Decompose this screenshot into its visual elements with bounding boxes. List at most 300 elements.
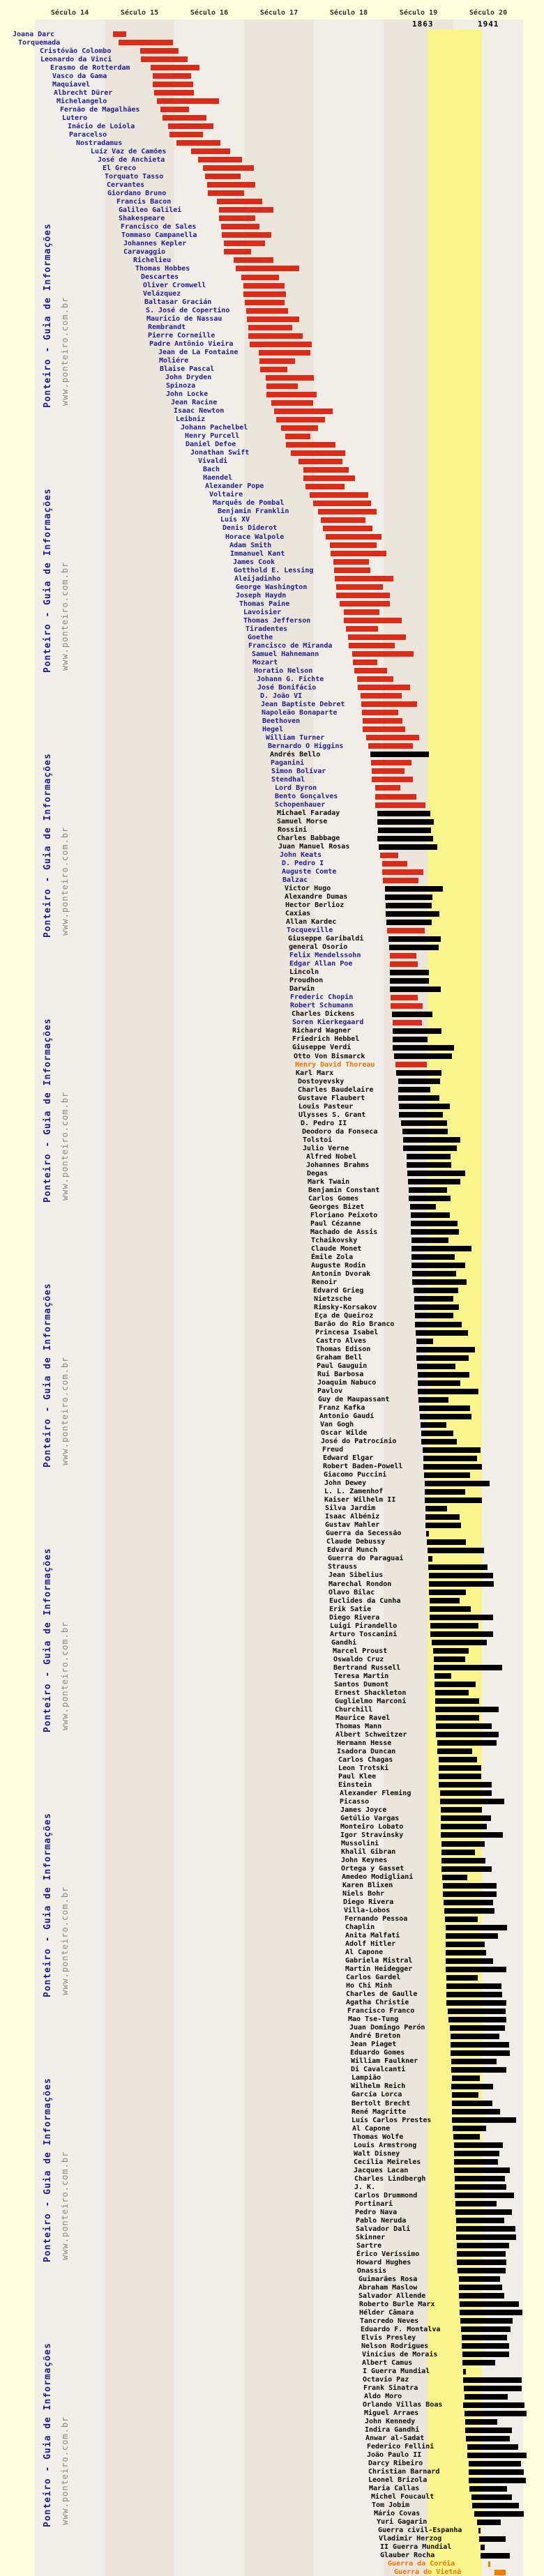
lifespan-bar bbox=[451, 2067, 506, 2073]
lifespan-bar bbox=[318, 509, 377, 515]
lifespan-bar bbox=[141, 56, 188, 62]
person-name: Horace Walpole bbox=[225, 533, 285, 541]
person-name: Luís Carlos Prestes bbox=[352, 2116, 432, 2124]
lifespan-bar bbox=[474, 2511, 524, 2517]
person-name: Allan Kardec bbox=[286, 918, 337, 927]
lifespan-bar bbox=[140, 48, 179, 54]
lifespan-bar bbox=[411, 1212, 450, 1218]
lifespan-bar bbox=[467, 2444, 518, 2450]
lifespan-bar bbox=[428, 1564, 488, 1570]
person-name: I Guerra Mundial bbox=[363, 2368, 430, 2375]
person-name: Louis Armstrong bbox=[354, 2141, 417, 2149]
lifespan-bar bbox=[390, 970, 429, 975]
person-name: Olavo Bilac bbox=[328, 1588, 375, 1596]
lifespan-bar bbox=[488, 2561, 490, 2567]
person-name: William Turner bbox=[266, 733, 325, 742]
lifespan-bar bbox=[330, 542, 377, 548]
watermark-title: Ponteiro - Guia de Informações bbox=[43, 2078, 53, 2262]
lifespan-bar bbox=[354, 668, 387, 673]
lifespan-bar bbox=[411, 1263, 465, 1268]
lifespan-bar bbox=[430, 1631, 493, 1637]
person-name: Agatha Christie bbox=[346, 1999, 409, 2007]
lifespan-bar bbox=[358, 685, 410, 690]
person-name: Amedeo Modigliani bbox=[342, 1873, 414, 1881]
lifespan-bar bbox=[336, 584, 383, 590]
person-name: Onassis bbox=[357, 2266, 387, 2275]
lifespan-bar bbox=[462, 2335, 507, 2340]
watermark-title: Ponteiro - Guia de Informações bbox=[43, 753, 53, 938]
person-name: Guerra do Vietnã bbox=[394, 2568, 462, 2576]
lifespan-bar bbox=[380, 853, 398, 858]
person-name: Oswaldo Cruz bbox=[333, 1655, 384, 1663]
person-name: Marquês de Pombal bbox=[213, 499, 285, 508]
person-name: Louis Pasteur bbox=[299, 1102, 354, 1111]
lifespan-bar bbox=[457, 2243, 509, 2248]
person-name: Lutero bbox=[62, 114, 88, 122]
person-name: Howard Hughes bbox=[356, 2258, 411, 2266]
person-name: Freud bbox=[322, 1446, 344, 1454]
person-name: Di Cavalcanti bbox=[351, 2066, 406, 2074]
person-name: Victor Hugo bbox=[285, 885, 331, 893]
lifespan-bar bbox=[446, 1967, 506, 1972]
lifespan-bar bbox=[382, 869, 423, 875]
person-name: Maquiavel bbox=[52, 80, 91, 89]
person-name: Picasso bbox=[340, 1797, 370, 1806]
person-name: Getúlio Vargas bbox=[340, 1814, 400, 1822]
person-name: Francisco Franco bbox=[347, 2007, 415, 2015]
person-name: Yuri Gagarin bbox=[377, 2518, 428, 2527]
lifespan-bar bbox=[409, 1187, 447, 1193]
person-name: J. K. bbox=[354, 2183, 376, 2191]
century-band-15 bbox=[105, 20, 174, 2576]
century-label-19: Século 19 bbox=[399, 9, 438, 17]
lifespan-bar bbox=[448, 2009, 506, 2014]
person-name: Robert Baden-Powell bbox=[323, 1463, 403, 1471]
person-name: Vasco da Gama bbox=[52, 72, 107, 80]
person-name: Euclides da Cunha bbox=[329, 1596, 401, 1605]
lifespan-bar bbox=[402, 1129, 448, 1134]
person-name: Lampião bbox=[352, 2074, 381, 2082]
person-name: Pavlov bbox=[317, 1387, 343, 1396]
century-label-18: Século 18 bbox=[329, 9, 368, 17]
lifespan-bar bbox=[313, 501, 371, 506]
person-name: Maurice Ravel bbox=[335, 1714, 391, 1722]
person-name: Daniel Defoe bbox=[186, 441, 236, 449]
person-name: Leibniz bbox=[176, 416, 206, 424]
person-name: Charles Babbage bbox=[277, 834, 340, 842]
lifespan-bar bbox=[387, 928, 425, 933]
lifespan-bar bbox=[411, 1237, 448, 1243]
person-name: Charles Baudelaire bbox=[298, 1085, 374, 1094]
lifespan-bar bbox=[379, 844, 437, 850]
lifespan-bar bbox=[454, 2151, 499, 2156]
person-name: Degas bbox=[307, 1169, 328, 1178]
lifespan-bar bbox=[191, 148, 230, 154]
person-name: Hermann Hesse bbox=[337, 1739, 392, 1747]
person-name: Edgar Allan Poe bbox=[289, 960, 353, 968]
person-name: Isaac Albéniz bbox=[325, 1513, 380, 1521]
person-name: D. João VI bbox=[260, 692, 303, 700]
person-name: Joaquim Nabuco bbox=[317, 1379, 377, 1387]
person-name: Jean de La Fontaine bbox=[158, 349, 239, 357]
watermark-title: Ponteiro - Guia de Informações bbox=[43, 2342, 53, 2527]
person-name: Frederic Chopin bbox=[290, 993, 354, 1002]
person-name: Machado de Assis bbox=[310, 1228, 378, 1236]
lifespan-bar bbox=[423, 1447, 481, 1453]
person-name: Carlos Drummond bbox=[354, 2191, 418, 2200]
person-name: Ortega y Gasset bbox=[341, 1865, 405, 1873]
person-name: Guglielmo Marconi bbox=[335, 1697, 407, 1705]
lifespan-bar bbox=[452, 2101, 492, 2106]
person-name: Samuel Hahnemann bbox=[252, 650, 319, 658]
watermark-title: Ponteiro - Guia de Informações bbox=[43, 488, 53, 673]
lifespan-bar bbox=[168, 123, 213, 129]
lifespan-bar bbox=[441, 1858, 485, 1864]
person-name: Salvador Dali bbox=[356, 2225, 411, 2233]
watermark-url: www.ponteiro.com.br bbox=[60, 1356, 70, 1465]
lifespan-bar bbox=[250, 342, 312, 347]
lifespan-bar bbox=[455, 2176, 505, 2181]
person-name: Octavio Paz bbox=[363, 2376, 409, 2384]
lifespan-bar bbox=[344, 609, 379, 615]
person-name: William Faulkner bbox=[351, 2057, 418, 2066]
lifespan-bar bbox=[349, 643, 395, 648]
highlight-start-year-label: 1863 bbox=[412, 20, 434, 29]
person-name: El Greco bbox=[103, 164, 137, 172]
lifespan-bar bbox=[370, 752, 429, 757]
lifespan-bar bbox=[440, 1799, 504, 1804]
lifespan-bar bbox=[153, 82, 193, 87]
lifespan-bar bbox=[395, 1062, 427, 1067]
person-name: Charles de Gaulle bbox=[346, 1990, 418, 1999]
lifespan-bar bbox=[425, 1489, 465, 1495]
lifespan-bar bbox=[151, 65, 199, 70]
person-name: Vinícius de Morais bbox=[362, 2350, 438, 2358]
lifespan-bar bbox=[446, 1925, 507, 1930]
lifespan-bar bbox=[246, 308, 288, 314]
person-name: Gustave Flaubert bbox=[298, 1094, 365, 1102]
person-name: Carlos Gardel bbox=[346, 1974, 401, 1982]
person-name: Ulysses S. Grant bbox=[299, 1111, 366, 1119]
lifespan-bar bbox=[435, 1682, 476, 1687]
person-name: Al Capone bbox=[352, 2124, 391, 2133]
person-name: Diego Rivera bbox=[329, 1613, 380, 1622]
person-name: Villa-Lobos bbox=[344, 1907, 391, 1915]
person-name: Monteiro Lobato bbox=[340, 1822, 404, 1831]
lifespan-bar bbox=[469, 2461, 521, 2467]
lifespan-bar bbox=[157, 98, 219, 104]
person-name: Arturo Toscanini bbox=[330, 1630, 398, 1638]
lifespan-bar bbox=[219, 215, 255, 221]
person-name: Maria Callas bbox=[369, 2485, 420, 2493]
person-name: Floriano Peixoto bbox=[310, 1211, 378, 1219]
person-name: Churchill bbox=[335, 1705, 373, 1714]
lifespan-bar bbox=[119, 40, 173, 45]
lifespan-bar bbox=[439, 1774, 481, 1779]
person-name: Van Gogh bbox=[320, 1421, 354, 1429]
person-name: Vivaldi bbox=[198, 457, 228, 466]
lifespan-bar bbox=[441, 1850, 475, 1855]
lifespan-bar bbox=[398, 1095, 439, 1101]
century-label-15: Século 15 bbox=[120, 9, 159, 17]
person-name: Tocqueville bbox=[287, 927, 333, 935]
lifespan-bar bbox=[457, 2251, 506, 2257]
lifespan-bar bbox=[451, 2034, 499, 2039]
person-name: Leonardo da Vinci bbox=[40, 55, 112, 63]
lifespan-bar bbox=[224, 241, 265, 246]
watermark-url: www.ponteiro.com.br bbox=[60, 1621, 70, 1730]
lifespan-bar bbox=[248, 333, 303, 339]
lifespan-bar bbox=[446, 1942, 485, 1947]
lifespan-bar bbox=[436, 1732, 499, 1737]
person-name: Luíz Vaz de Camões bbox=[91, 147, 167, 155]
person-name: Bach bbox=[203, 466, 220, 474]
person-name: Chaplin bbox=[345, 1923, 375, 1932]
person-name: Michel Foucault bbox=[371, 2493, 435, 2501]
person-name: Edvard Munch bbox=[327, 1546, 378, 1555]
lifespan-bar bbox=[363, 726, 405, 732]
person-name: Oliver Cromwell bbox=[143, 282, 206, 289]
person-name: Richard Wagner bbox=[292, 1027, 352, 1035]
lifespan-bar bbox=[479, 2536, 506, 2542]
lifespan-bar bbox=[439, 1765, 481, 1771]
person-name: general Osorio bbox=[289, 943, 348, 952]
person-name: Thomas Wolfe bbox=[353, 2133, 404, 2141]
person-name: García Lorca bbox=[352, 2091, 402, 2099]
person-name: Guerra do Paraguai bbox=[328, 1555, 404, 1563]
person-name: Darcy Ribeiro bbox=[368, 2460, 423, 2468]
person-name: Torquato Tasso bbox=[105, 172, 164, 181]
person-name: Antonin Dvorak bbox=[312, 1270, 371, 1278]
lifespan-bar bbox=[454, 2142, 503, 2148]
lifespan-bar bbox=[448, 2017, 506, 2022]
lifespan-bar bbox=[403, 1137, 460, 1143]
lifespan-bar bbox=[388, 936, 441, 942]
person-name: Claude Debussy bbox=[326, 1538, 386, 1546]
person-name: Bertrand Russell bbox=[333, 1663, 401, 1672]
person-name: Glauber Rocha bbox=[380, 2552, 435, 2560]
lifespan-bar bbox=[401, 1120, 447, 1126]
watermark-url: www.ponteiro.com.br bbox=[60, 2151, 70, 2260]
person-name: Edvard Grieg bbox=[313, 1286, 364, 1295]
person-name: Lincoln bbox=[289, 968, 319, 977]
person-name: Jean Sibelius bbox=[328, 1571, 384, 1580]
lifespan-bar bbox=[433, 1648, 469, 1654]
lifespan-bar bbox=[393, 1028, 441, 1034]
lifespan-bar bbox=[459, 2285, 502, 2290]
person-name: Thomas Edison bbox=[316, 1346, 371, 1353]
person-name: Aleijadinho bbox=[234, 574, 281, 583]
person-name: Felix Mendelssohn bbox=[289, 952, 361, 960]
century-label-14: Século 14 bbox=[50, 9, 89, 17]
lifespan-bar bbox=[478, 2528, 481, 2533]
century-label-20: Século 20 bbox=[469, 9, 508, 17]
person-name: Indira Gandhi bbox=[365, 2426, 420, 2434]
person-name: Rossini bbox=[278, 826, 308, 834]
lifespan-bar bbox=[241, 275, 279, 280]
lifespan-bar bbox=[321, 517, 365, 523]
lifespan-bar bbox=[418, 1380, 460, 1386]
person-name: Johannes Kepler bbox=[123, 239, 187, 247]
lifespan-bar bbox=[386, 920, 432, 925]
lifespan-bar bbox=[424, 1472, 470, 1478]
person-name: Franz Kafka bbox=[319, 1404, 365, 1412]
person-name: Al Capone bbox=[345, 1949, 384, 1957]
lifespan-bar bbox=[410, 1204, 436, 1210]
person-name: Erasmo de Rotterdam bbox=[50, 63, 130, 72]
lifespan-bar bbox=[464, 2411, 527, 2416]
watermark-url: www.ponteiro.com.br bbox=[60, 826, 70, 936]
lifespan-bar bbox=[441, 1807, 482, 1813]
person-name: II Guerra Mundial bbox=[380, 2543, 452, 2552]
lifespan-bar bbox=[418, 1372, 469, 1378]
person-name: Santos Dumont bbox=[334, 1680, 389, 1689]
person-name: Abraham Maslow bbox=[358, 2283, 418, 2292]
person-name: Khalil Gibran bbox=[341, 1848, 396, 1856]
person-name: João Paulo II bbox=[367, 2451, 422, 2460]
person-name: Shakespeare bbox=[119, 214, 165, 222]
person-name: André Breton bbox=[350, 2032, 401, 2041]
person-name: Samuel Morse bbox=[277, 818, 328, 825]
lifespan-bar bbox=[286, 442, 335, 448]
person-name: Antonio Gaudí bbox=[319, 1412, 375, 1421]
person-name: Guerra civil-Espanha bbox=[378, 2527, 462, 2535]
lifespan-bar bbox=[442, 1875, 467, 1880]
century-label-17: Século 17 bbox=[259, 9, 299, 17]
person-name: Michael Faraday bbox=[277, 809, 340, 817]
person-name: Miguel Arraes bbox=[364, 2409, 419, 2417]
lifespan-bar bbox=[446, 1933, 498, 1939]
person-name: Guy de Maupassant bbox=[318, 1396, 390, 1404]
lifespan-bar bbox=[357, 676, 393, 682]
lifespan-bar bbox=[471, 2494, 512, 2500]
person-name: Auguste Comte bbox=[282, 868, 337, 876]
person-name: Giuseppe Garibaldi bbox=[288, 935, 364, 943]
watermark-url: www.ponteiro.com.br bbox=[60, 296, 70, 406]
lifespan-bar bbox=[435, 1690, 469, 1695]
person-name: Jean Racine bbox=[171, 399, 218, 407]
lifespan-bar bbox=[391, 995, 418, 1000]
person-name: Friedrich Hebbel bbox=[292, 1035, 360, 1044]
lifespan-bar bbox=[444, 1908, 494, 1914]
lifespan-bar bbox=[398, 1087, 430, 1092]
lifespan-bar bbox=[441, 1866, 492, 1872]
lifespan-bar bbox=[455, 2193, 514, 2198]
lifespan-bar bbox=[421, 1422, 446, 1428]
lifespan-bar bbox=[460, 2310, 522, 2315]
person-name: Giacomo Puccini bbox=[324, 1471, 387, 1479]
lifespan-bar bbox=[366, 735, 419, 740]
lifespan-bar bbox=[247, 317, 299, 322]
person-name: John Locke bbox=[166, 390, 209, 399]
person-name: Karl Marx bbox=[296, 1069, 334, 1077]
lifespan-bar bbox=[430, 1598, 460, 1603]
person-name: Lavoisier bbox=[243, 608, 282, 616]
person-name: James Joyce bbox=[340, 1806, 387, 1814]
person-name: Cristóvão Colombo bbox=[40, 47, 112, 55]
person-name: Mozart bbox=[252, 658, 278, 666]
lifespan-bar bbox=[383, 878, 418, 883]
lifespan-bar bbox=[303, 467, 349, 473]
lifespan-bar bbox=[477, 2520, 501, 2525]
person-name: Charles Dickens bbox=[292, 1010, 355, 1019]
lifespan-bar bbox=[412, 1279, 467, 1285]
lifespan-bar bbox=[217, 199, 262, 204]
lifespan-bar bbox=[417, 1364, 455, 1369]
person-name: Bertolt Brecht bbox=[352, 2099, 411, 2108]
lifespan-bar bbox=[399, 1104, 450, 1109]
lifespan-bar bbox=[430, 1623, 478, 1629]
lifespan-bar bbox=[428, 1548, 484, 1553]
lifespan-bar bbox=[245, 300, 285, 305]
lifespan-bar bbox=[386, 911, 439, 917]
watermark-title: Ponteiro - Guia de Informações bbox=[43, 1018, 53, 1203]
lifespan-bar bbox=[363, 718, 402, 724]
lifespan-bar bbox=[393, 1020, 422, 1026]
person-name: Cervantes bbox=[107, 181, 145, 189]
lifespan-bar bbox=[414, 1296, 453, 1302]
lifespan-bar bbox=[385, 886, 443, 892]
lifespan-bar bbox=[434, 1656, 465, 1662]
lifespan-bar bbox=[340, 601, 390, 607]
person-name: Renoir bbox=[312, 1278, 338, 1286]
person-name: Fernão de Magalhães bbox=[60, 105, 140, 114]
person-name: Gustav Mahler bbox=[325, 1521, 380, 1530]
lifespan-bar bbox=[446, 1950, 486, 1956]
lifespan-bar bbox=[323, 526, 372, 531]
person-name: Pierre Corneille bbox=[148, 332, 216, 340]
lifespan-bar bbox=[208, 190, 244, 196]
lifespan-bar bbox=[375, 794, 416, 800]
person-name: Alexandre Dumas bbox=[285, 893, 348, 901]
lifespan-bar bbox=[375, 785, 400, 791]
lifespan-bar bbox=[456, 2234, 516, 2240]
person-name: Otto Von Bismarck bbox=[294, 1052, 365, 1060]
lifespan-bar bbox=[427, 1539, 466, 1545]
lifespan-bar bbox=[411, 1229, 459, 1235]
person-name: Haendel bbox=[203, 474, 233, 482]
person-name: Johann Pachelbel bbox=[181, 424, 248, 432]
person-name: Fernando Pessoa bbox=[345, 1915, 408, 1923]
person-name: Voltaire bbox=[209, 491, 243, 499]
person-name: Henry David Thoreau bbox=[295, 1060, 375, 1069]
person-name: Nelson Rodrigues bbox=[361, 2342, 429, 2350]
lifespan-bar bbox=[443, 1883, 497, 1889]
lifespan-bar bbox=[481, 2545, 485, 2550]
lifespan-bar bbox=[243, 283, 285, 289]
person-name: Guerra da Coréia bbox=[388, 2560, 455, 2568]
lifespan-bar bbox=[464, 2394, 508, 2400]
person-name: D. Pedro I bbox=[282, 860, 324, 868]
lifespan-bar bbox=[393, 1037, 428, 1042]
person-name: Mao Tse-Tung bbox=[348, 2015, 399, 2024]
lifespan-bar bbox=[266, 392, 317, 397]
lifespan-bar bbox=[353, 660, 377, 665]
lifespan-bar bbox=[436, 1723, 492, 1729]
person-name: Leonel Brizola bbox=[368, 2476, 428, 2485]
person-name: Cecília Meireles bbox=[354, 2158, 421, 2166]
lifespan-bar bbox=[274, 409, 333, 414]
lifespan-bar bbox=[386, 903, 432, 908]
lifespan-bar bbox=[446, 1975, 478, 1981]
lifespan-bar bbox=[389, 945, 439, 950]
person-name: Erik Satie bbox=[329, 1605, 372, 1613]
person-name: Horatio Nelson bbox=[254, 666, 313, 675]
lifespan-bar bbox=[446, 1992, 502, 1997]
person-name: Albert Camus bbox=[362, 2358, 413, 2367]
lifespan-bar bbox=[440, 1790, 492, 1796]
lifespan-bar bbox=[462, 2343, 509, 2349]
